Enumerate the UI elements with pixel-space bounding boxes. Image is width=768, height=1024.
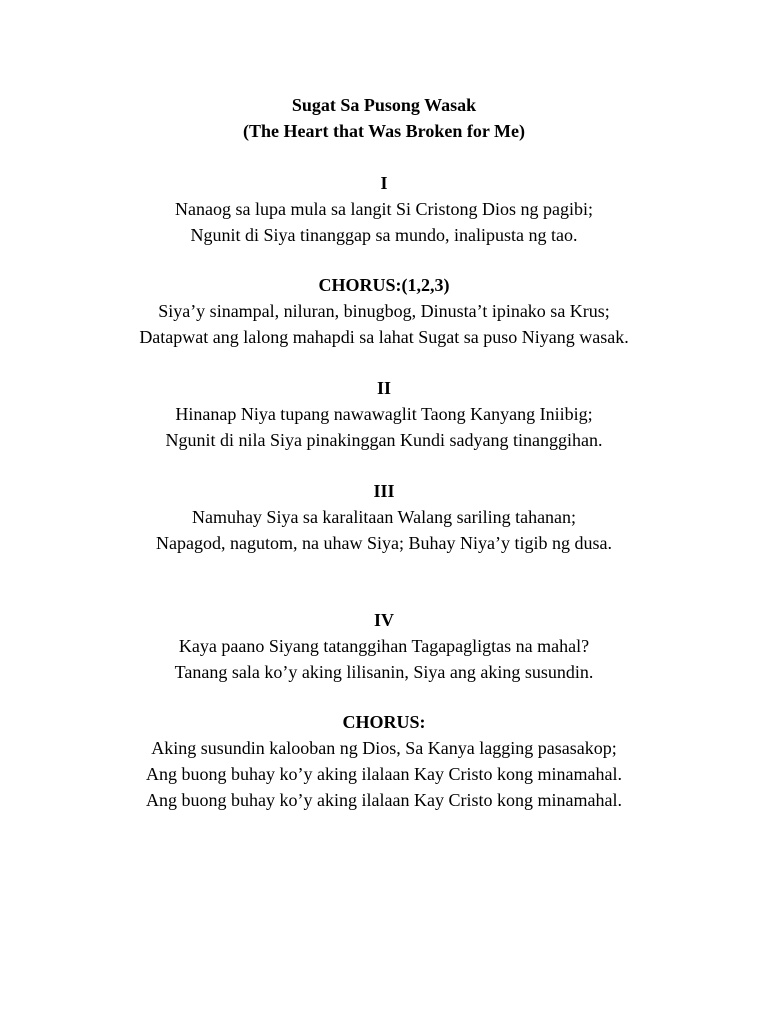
chorus-heading: CHORUS:	[342, 712, 426, 732]
chorus-1	[0, 272, 768, 350]
song-subtitle: (The Heart that Was Broken for Me)	[243, 121, 525, 141]
verse-heading: IV	[373, 610, 394, 630]
verse-heading: II	[376, 378, 391, 398]
chorus-line: Ang buong buhay ko’y aking ilalaan Kay Cristo kong minamahal.	[146, 790, 622, 810]
verse-line: Hinanap Niya tupang nawawaglit Taong Kanyang Iniibig;	[175, 404, 593, 424]
chorus-line: Ang buong buhay ko’y aking ilalaan Kay Cristo kong minamahal.	[146, 764, 622, 784]
verse-line: Namuhay Siya sa karalitaan Walang sariling tahanan;	[191, 507, 577, 527]
chorus-line: Datapwat ang lalong mahapdi sa lahat Sugat sa puso Niyang wasak.	[139, 327, 629, 347]
song-title: Sugat Sa Pusong Wasak	[291, 95, 477, 115]
verse-line: Tanang sala ko’y aking lilisanin, Siya ang aking susundin.	[174, 662, 594, 682]
chorus-2	[0, 709, 768, 813]
verse-line: Kaya paano Siyang tatanggihan Tagapagligtas na mahal?	[178, 636, 590, 656]
verse-3	[0, 478, 768, 556]
chorus-line: Aking susundin kalooban ng Dios, Sa Kanya lagging pasasakop;	[151, 738, 617, 758]
verse-line: Napagod, nagutom, na uhaw Siya; Buhay Niya’y tigib ng dusa.	[156, 533, 612, 553]
chorus-heading: CHORUS:(1,2,3)	[318, 275, 450, 295]
verse-4	[0, 607, 768, 685]
title-block	[0, 92, 768, 144]
verse-2	[0, 375, 768, 453]
verse-line: Ngunit di Siya tinanggap sa mundo, inalipusta ng tao.	[190, 225, 578, 245]
verse-heading: III	[373, 481, 395, 501]
verse-line: Ngunit di nila Siya pinakinggan Kundi sadyang tinanggihan.	[165, 430, 603, 450]
verse-1	[0, 170, 768, 248]
verse-line: Nanaog sa lupa mula sa langit Si Cristong Dios ng pagibi;	[175, 199, 593, 219]
verse-heading: I	[380, 173, 388, 193]
chorus-line: Siya’y sinampal, niluran, binugbog, Dinusta’t ipinako sa Krus;	[158, 301, 610, 321]
